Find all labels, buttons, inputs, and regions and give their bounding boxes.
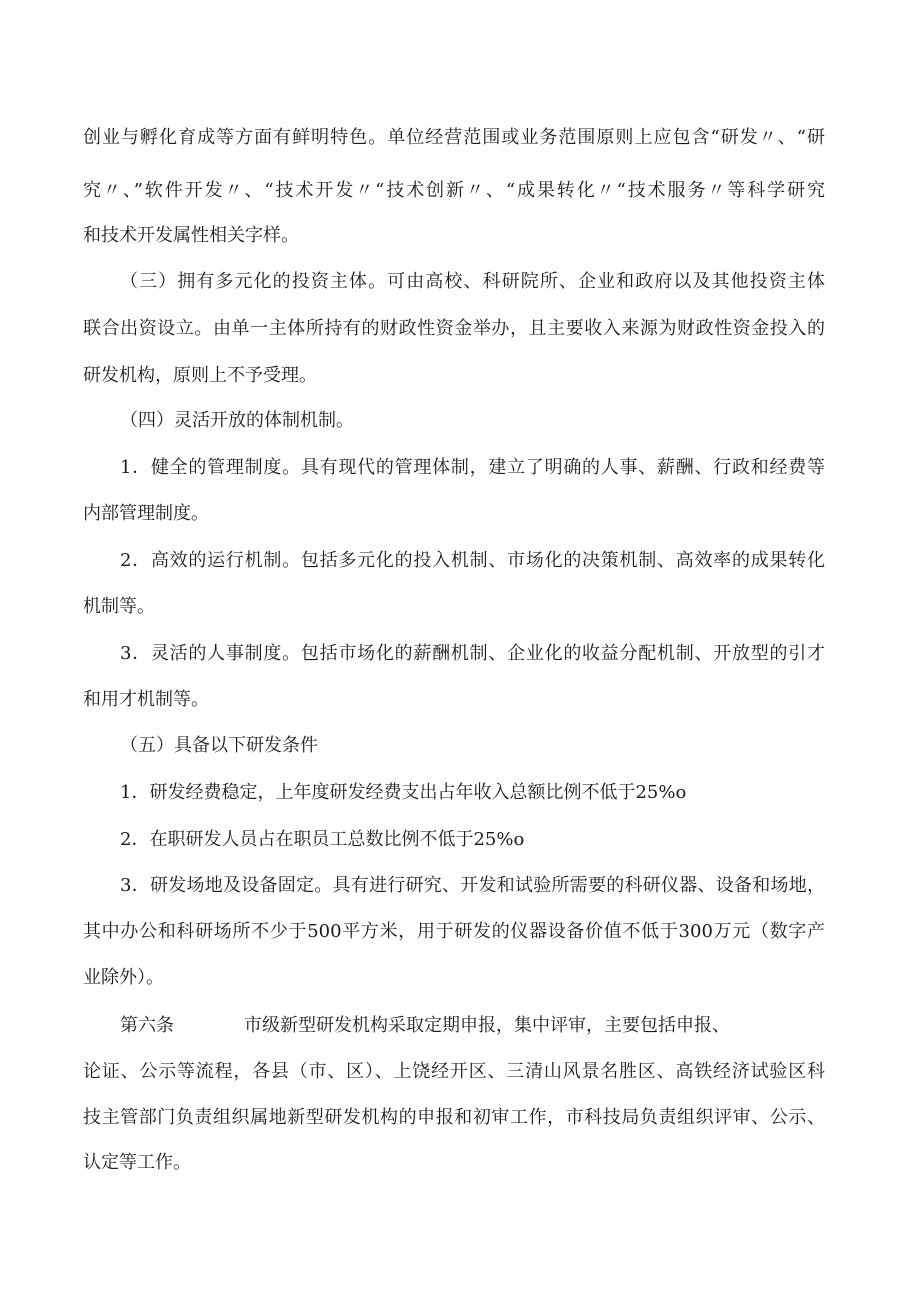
paragraph-line: 究〃、”软件开发〃、“技术开发〃“技术创新〃、“成果转化〃“技术服务〃等科学研究 <box>83 180 825 201</box>
paragraph-line: 论证、公示等流程，各县（市、区）、上饶经开区、三清山风景名胜区、高铁经济试验区科 <box>83 1061 825 1082</box>
paragraph-line: 研发机构，原则上不予受理。 <box>83 365 317 386</box>
paragraph-line: 机制等。 <box>83 596 155 617</box>
paragraph-line: 3．灵活的人事制度。包括市场化的薪酬机制、企业化的收益分配机制、开放型的引才 <box>120 643 825 664</box>
paragraph-line: 3．研发场地及设备固定。具有进行研究、开发和试验所需要的科研仪器、设备和场地， <box>120 875 825 896</box>
paragraph-line: 和用才机制等。 <box>83 689 209 710</box>
paragraph-line: 1．研发经费稳定，上年度研发经费支出占年收入总额比例不低于25%o <box>120 782 687 803</box>
section-heading: （四）灵活开放的体制机制。 <box>120 410 354 431</box>
paragraph-line: 认定等工作。 <box>83 1152 191 1173</box>
paragraph-line: 其中办公和科研场所不少于500平方米，用于研发的仪器设备价值不低于300万元（数字产 <box>83 921 825 942</box>
paragraph-line: （三）拥有多元化的投资主体。可由高校、科研院所、企业和政府以及其他投资主体 <box>120 271 825 292</box>
paragraph-line: 技主管部门负责组织属地新型研发机构的申报和初审工作，市科技局负责组织评审、公示、 <box>83 1107 825 1128</box>
section-heading: （五）具备以下研发条件 <box>120 735 318 756</box>
paragraph-line: 2．高效的运行机制。包括多元化的投入机制、市场化的决策机制、高效率的成果转化 <box>120 550 825 571</box>
paragraph-line: 和技术开发属性相关字样。 <box>83 225 299 246</box>
paragraph-line: 业除外）。 <box>83 967 164 988</box>
paragraph-line: 2．在职研发人员占在职员工总数比例不低于25%o <box>120 829 525 850</box>
paragraph-line: 联合出资设立。由单一主体所持有的财政性资金举办，且主要收入来源为财政性资金投入的 <box>83 318 825 339</box>
paragraph-line: 创业与孵化育成等方面有鲜明特色。单位经营范围或业务范围原则上应包含“研发〃、“研 <box>83 127 825 148</box>
paragraph-line: 1．健全的管理制度。具有现代的管理体制，建立了明确的人事、薪酬、行政和经费等 <box>120 457 825 478</box>
article-label: 第六条 <box>120 1015 174 1036</box>
article-text: 市级新型研发机构采取定期申报，集中评审，主要包括申报、 <box>244 1015 730 1036</box>
paragraph-line: 内部管理制度。 <box>83 503 209 524</box>
